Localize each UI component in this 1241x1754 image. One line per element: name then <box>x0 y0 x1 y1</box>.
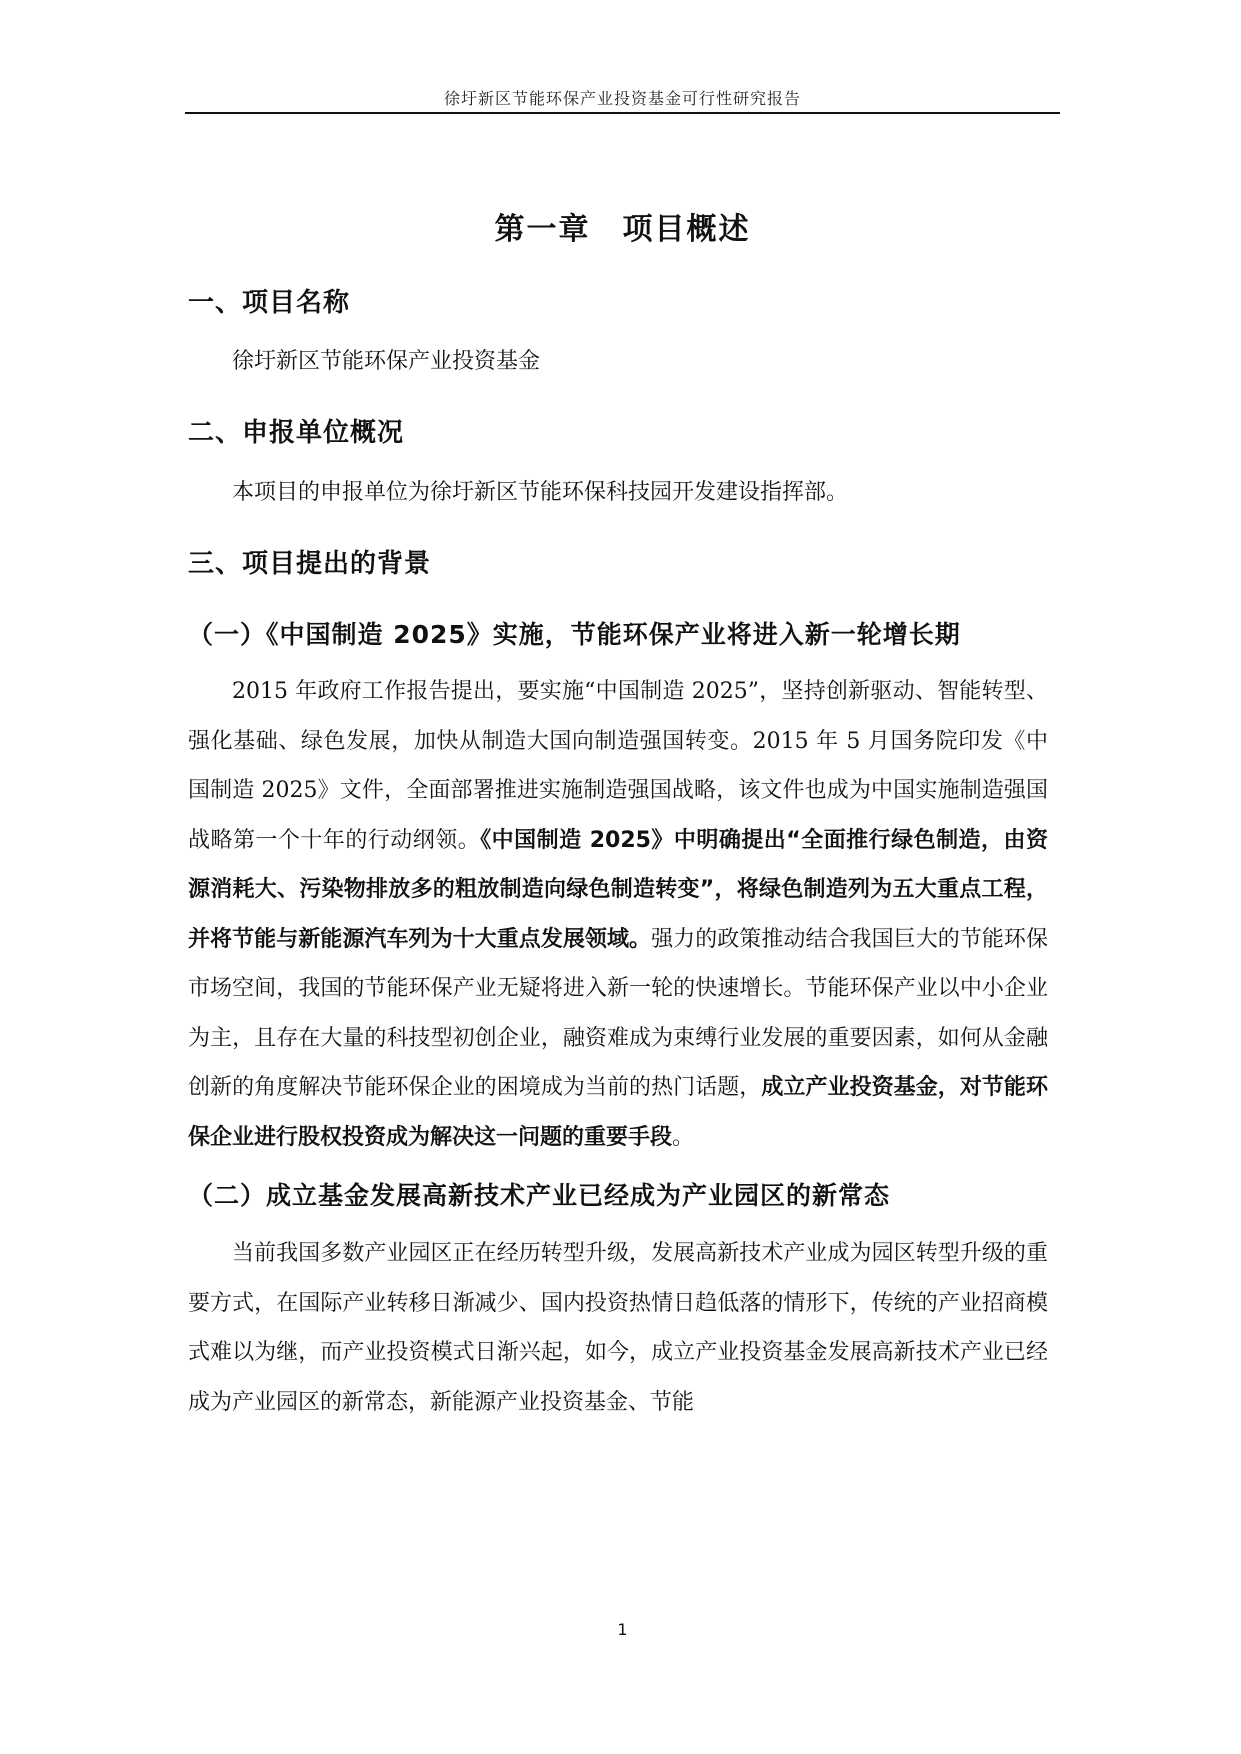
subsection-heading-made-in-china: （一）《中国制造 2025》实施，节能环保产业将进入新一轮增长期 <box>188 620 961 649</box>
running-header: 徐圩新区节能环保产业投资基金可行性研究报告 <box>443 89 801 108</box>
section-heading-project-name: 一、项目名称 <box>188 288 351 318</box>
made-in-china-paragraph <box>188 667 1048 1162</box>
paragraph-text: 强力的政策推动结合我国巨大的节能环保市场空间，我国的节能环保产业无疑将进入新一轮的快速增长。节能环保产业以中小企业为主，且存在大量的科技型初创企业，融资难成为束缚行业发展的重要因素，如何从金融创新的角度解决节能环保企业的困境成为当前的热门话题， <box>188 926 1048 1100</box>
section-heading-applicant: 二、申报单位概况 <box>188 418 405 448</box>
page-number: 1 <box>617 1620 628 1639</box>
chapter-title: 第一章 项目概述 <box>494 212 751 247</box>
paragraph-text: 2015 年政府工作报告提出，要实施“中国制造 2025”，坚持创新驱动、智能转型、强化基础、绿色发展，加快从制造大国向制造强国转变。2015 年 5 月国务院印发《中国制造 2025》文件，全面部署推进实施制造强国战略，该文件也成为中国实施制造强国战略第一个十年的行动纲领。 <box>188 679 1048 853</box>
subsection-heading-industrial-park: （二）成立基金发展高新技术产业已经成为产业园区的新常态 <box>188 1181 891 1210</box>
header-rule <box>185 112 1060 114</box>
emphasis-text: 《中国制造 2025》中明确提出“全面推行绿色制造，由资源消耗大、污染物排放多的粗放制造向绿色制造转变”，将绿色制造列为五大重点工程，并将节能与新能源汽车列为十大重点发展领域。 <box>188 827 1048 952</box>
section-heading-background: 三、项目提出的背景 <box>188 549 432 579</box>
paragraph-text: 。 <box>672 1124 695 1150</box>
emphasis-text: 成立产业投资基金，对节能环保企业进行股权投资成为解决这一问题的重要手段 <box>188 1075 1048 1150</box>
project-name-text: 徐圩新区节能环保产业投资基金 <box>232 349 541 374</box>
applicant-text: 本项目的申报单位为徐圩新区节能环保科技园开发建设指挥部。 <box>232 480 849 505</box>
industrial-park-paragraph: 当前我国多数产业园区正在经历转型升级，发展高新技术产业成为园区转型升级的重要方式，在国际产业转移日渐减少、国内投资热情日趋低落的情形下，传统的产业招商模式难以为继，而产业投资模式日渐兴起，如今，成立产业投资基金发展高新技术产业已经成为产业园区的新常态，新能源产业投资基金、节能 <box>188 1241 1048 1415</box>
